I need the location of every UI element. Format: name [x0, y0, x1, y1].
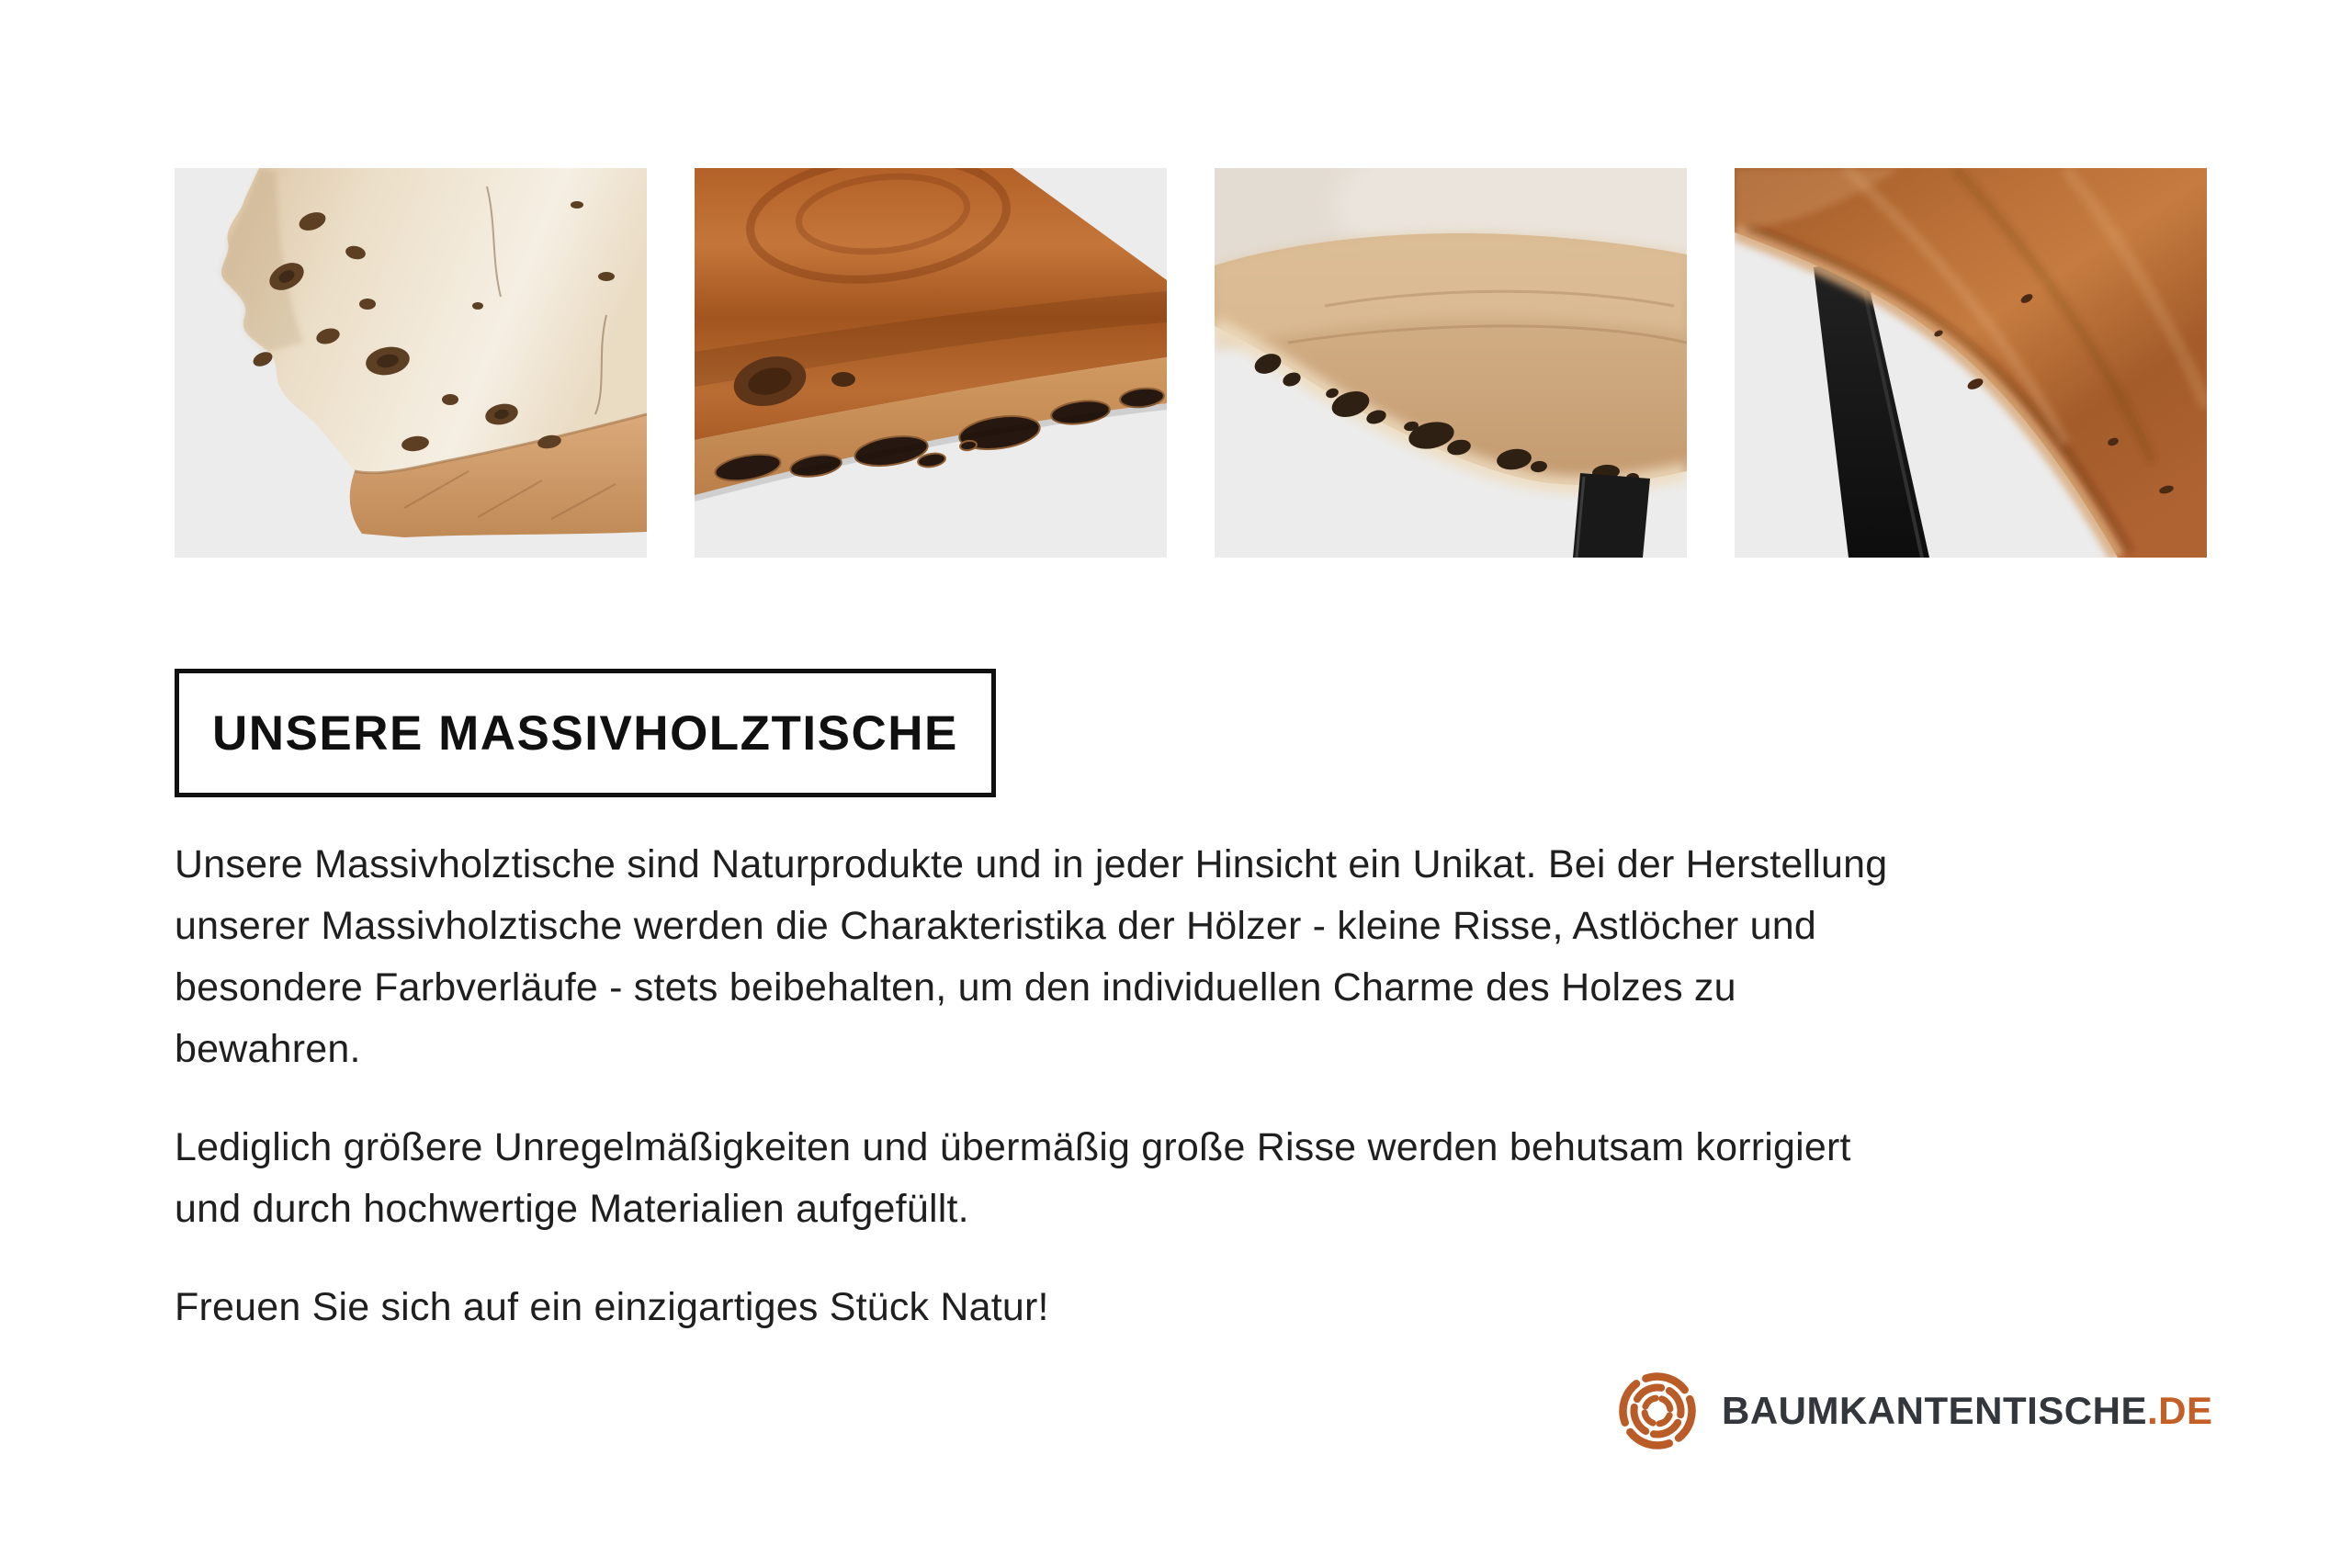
redbrown-tabletop-illustration — [1735, 168, 2207, 558]
brand-tld: .DE — [2147, 1389, 2213, 1432]
paragraph-line: und durch hochwertige Materialien aufgefüllt. — [175, 1187, 969, 1231]
paragraph-2 — [175, 1117, 1887, 1240]
section-title: UNSERE MASSIVHOLZTISCHE — [212, 705, 958, 761]
body-text — [175, 834, 1887, 1375]
pale-slab-illustration — [175, 168, 647, 558]
paragraph-1 — [175, 834, 1887, 1080]
paragraph-line: Lediglich größere Unregelmäßigkeiten und übermäßig große Risse werden behutsam korrigiert — [175, 1125, 1851, 1169]
section-title-box — [175, 669, 996, 797]
paragraph-line: besondere Farbverläufe - stets beibehalten, um den individuellen Charme des Holzes zu — [175, 965, 1736, 1010]
brand-logo[interactable] — [1615, 1369, 2213, 1453]
paragraph-3 — [175, 1277, 1887, 1338]
brown-tabletop-illustration — [695, 168, 1167, 558]
paragraph-line: Freuen Sie sich auf ein einzigartiges Stück Natur! — [175, 1285, 1049, 1329]
brand-wordmark — [1722, 1389, 2213, 1433]
wood-rings-icon — [1615, 1369, 1700, 1453]
paragraph-line: Unsere Massivholztische sind Naturprodukte und in jeder Hinsicht ein Unikat. Bei der Herstellung — [175, 842, 1888, 886]
tan-tabletop-illustration — [1215, 168, 1687, 558]
brand-name: BAUMKANTENTISCHE — [1722, 1389, 2147, 1432]
paragraph-line: unserer Massivholztische werden die Charakteristika der Hölzer - kleine Risse, Astlöcher und — [175, 904, 1816, 948]
product-photo-1[interactable] — [175, 168, 647, 558]
product-photo-3[interactable] — [1215, 168, 1687, 558]
product-photo-row — [175, 168, 2207, 558]
product-photo-4[interactable] — [1735, 168, 2207, 558]
product-photo-2[interactable] — [695, 168, 1167, 558]
paragraph-line: bewahren. — [175, 1027, 361, 1071]
